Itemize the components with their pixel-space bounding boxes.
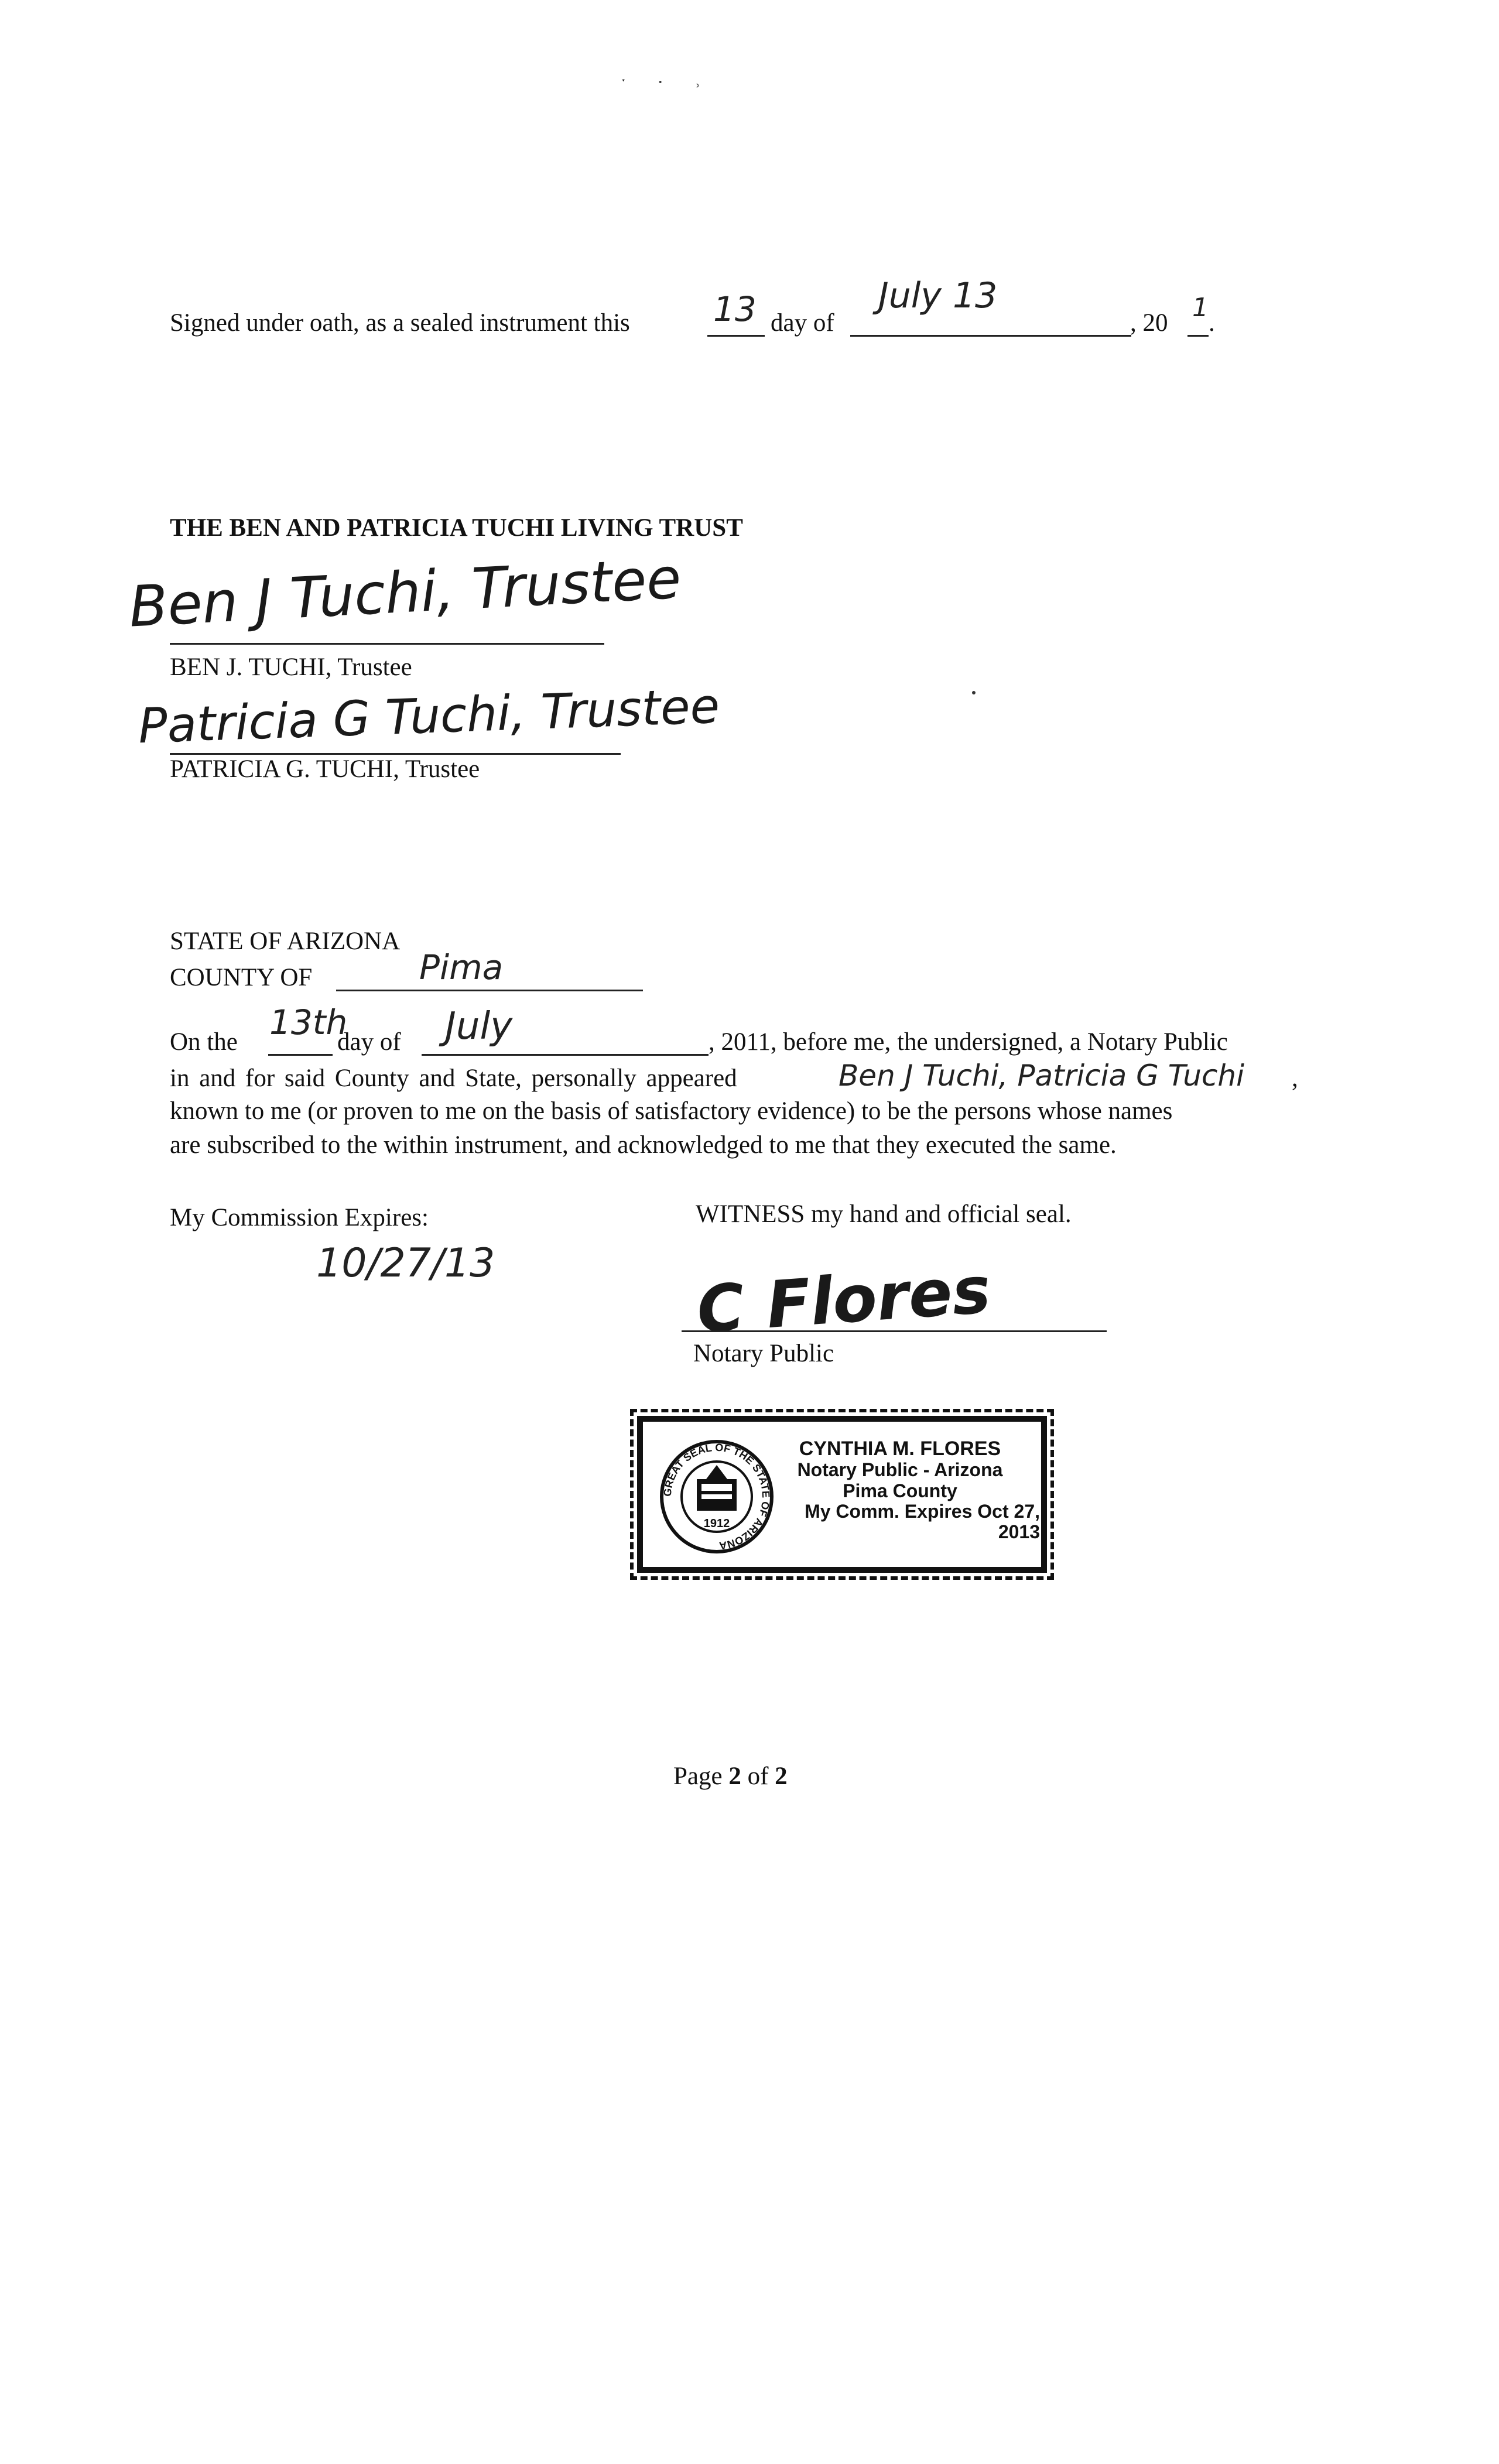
ack-line3: known to me (or proven to me on the basis of satisfactory evidence) to be the persons whose names [170,1097,1173,1125]
ack-day-of: day of [337,1028,401,1056]
page-footer [673,1764,788,1789]
state-line: STATE OF ARIZONA [170,928,401,955]
stamp-line4: My Comm. Expires Oct 27, 2013 [805,1500,1040,1542]
oath-year-handwritten: 1 [1192,293,1209,323]
signature-patricia-tuchi: Patricia G Tuchi, Trustee [137,678,721,755]
oath-year-prefix: , 20 [1130,309,1168,337]
scan-marks: ˑ · ˒ [621,71,714,93]
commission-label: My Commission Expires: [170,1204,429,1231]
commission-date-handwritten: 10/27/13 [316,1240,495,1286]
oath-end: . [1209,309,1215,337]
county-handwritten: Pima [419,947,504,987]
appeared-handwritten: Ben J Tuchi, Patricia G Tuchi [839,1059,1245,1093]
page-total: 2 [775,1763,788,1790]
notary-public-label: Notary Public [693,1340,834,1367]
signature-ben-tuchi: Ben J Tuchi, Trustee [127,545,683,640]
page-prefix: Page [673,1763,729,1790]
witness-line: WITNESS my hand and official seal. [696,1200,1072,1228]
oath-day-of: day of [771,309,834,337]
page-number: 2 [728,1763,741,1790]
stamp-line1: CYNTHIA M. FLORES [799,1438,1001,1460]
seal-year: 1912 [703,1517,730,1530]
stamp-line2: Notary Public - Arizona [797,1459,1003,1481]
arizona-seal-icon [658,1438,775,1555]
ack-day-handwritten: 13th [269,1002,348,1042]
oath-month-handwritten: July 13 [878,275,998,316]
notary-stamp [637,1416,1047,1573]
county-label: COUNTY OF [170,964,313,991]
stamp-text [760,1438,1040,1542]
signer1-name: BEN J. TUCHI, Trustee [170,653,412,681]
page-mid: of [741,1763,775,1790]
ack-line1-rest: , 2011, before me, the undersigned, a Notary Public [709,1028,1228,1056]
notary-signature: C Flores [694,1252,993,1348]
on-the: On the [170,1028,238,1056]
ack-month-handwritten: July [445,1005,513,1048]
trust-title: THE BEN AND PATRICIA TUCHI LIVING TRUST [170,514,743,542]
oath-prefix: Signed under oath, as a sealed instrument this [170,309,630,337]
seal-ring-text: GREAT SEAL OF THE STATE OF ARIZONA [661,1441,772,1552]
ack-line2-end: , [1292,1065,1298,1092]
oath-day-handwritten: 13 [713,289,757,329]
signer2-name: PATRICIA G. TUCHI, Trustee [170,755,480,783]
ack-line2-prefix: in and for said County and State, personally appeared [170,1065,737,1092]
ack-line4: are subscribed to the within instrument, and acknowledged to me that they executed the same. [170,1131,1117,1159]
stamp-line3: Pima County [843,1480,957,1501]
